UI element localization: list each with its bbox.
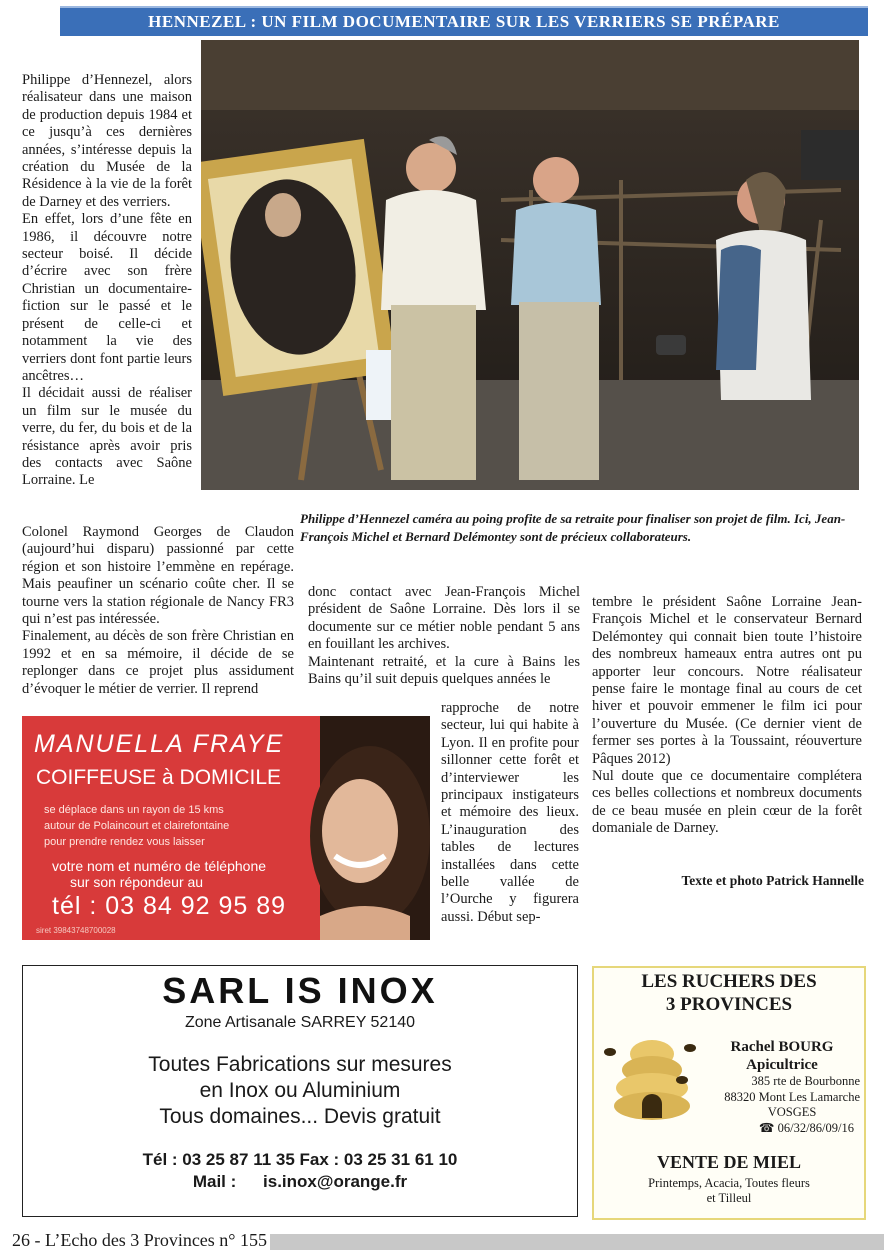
- ad-ruchers-title: LES RUCHERS DES: [641, 971, 817, 992]
- paragraph: Il décidait aussi de réaliser un film sur le musée du verre, du fer, du bois et de la résistance après avoir pris des contacts avec Saône Lorraine. Le: [22, 385, 192, 489]
- ad-ruchers-sale: VENTE DE MIEL: [656, 1152, 802, 1172]
- article-signature: Texte et photo Patrick Hannelle: [681, 873, 864, 888]
- paragraph: Philippe d’Hennezel, alors réalisateur dans une maison de production depuis 1984 et ce jusqu’à ces dernières années, s’intéresse depuis la création du Musée de la Résidence à la vie de la forêt de Darney et des verriers.: [22, 72, 192, 210]
- ad-ruchers-role: Apicultrice: [746, 1057, 818, 1073]
- article-title: HENNEZEL : UN FILM DOCUMENTAIRE SUR LES VERRIERS SE PRÉPARE: [148, 12, 780, 31]
- ad-phone: tél : 03 84 92 95 89: [52, 892, 287, 920]
- ad-is-inox: [22, 965, 578, 1217]
- beehive-icon: [602, 1032, 702, 1124]
- ad-ruchers-types: et Tilleul: [706, 1191, 752, 1205]
- ad-inox-mail-label: Mail :: [192, 1172, 237, 1191]
- ad-ruchers-title: 3 PROVINCES: [665, 994, 793, 1015]
- article-photo: [201, 40, 859, 490]
- ad-siret: siret 39843748700028: [36, 926, 116, 935]
- ad-ruchers-address: VOSGES: [767, 1105, 817, 1119]
- ad-text: pour prendre rendez vous laisser: [44, 836, 205, 848]
- paragraph: Nul doute que ce documentaire complétera ces belles collections et nombreux documents de ce beau musée en plein cœur de la forêt domaniale de Darney.: [592, 768, 862, 837]
- ad-ruchers-address: 88320 Mont Les Lamarche: [724, 1089, 860, 1104]
- paragraph: Colonel Raymond Georges de Claudon (aujourd’hui disparu) passionné par cette région et son histoire l’emmène en repérage. Mais peaufiner un scénario coûte cher. Il se tourne vers la station régionale de Nancy FR3 qui n’est pas intéressée.: [22, 524, 294, 628]
- ad-text: autour de Polaincourt et clairefontaine: [44, 820, 230, 832]
- article-column-1: [22, 72, 192, 490]
- ad-text: se déplace dans un rayon de 15 kms: [44, 804, 224, 816]
- ad-ruchers-address: 385 rte de Bourbonne: [751, 1074, 860, 1088]
- article-column-2: [308, 584, 580, 688]
- ad-inox-zone: Zone Artisanale SARREY 52140: [184, 1014, 416, 1031]
- paragraph: Maintenant retraité, et la cure à Bains les Bains qu’il suit depuis quelques années le: [308, 653, 580, 688]
- ad-ruchers-phone: 06/32/86/09/16: [777, 1120, 854, 1135]
- ad-inox-line: Tous domaines... Devis gratuit: [159, 1105, 441, 1128]
- paragraph: tembre le président Saône Lorraine Jean-François Michel et le conservateur Bernard Delémontey qui connait bien toute l’histoire des nombreux hameaux entra autres ont pu apporter leur concours. Notre réalisateur pense faire le montage final au cours de cet hiver et pouvoir emmener le film ici pour l’ouverture du Musée. (Ce dernier vient de fermer ses portes à la Toussaint, réouverture Pâques 2012): [592, 594, 862, 767]
- article-column-1-continued: [22, 524, 294, 698]
- ad-ruchers-person: Rachel BOURG: [730, 1039, 834, 1055]
- ad-service: COIFFEUSE à DOMICILE: [36, 766, 282, 789]
- ad-text: votre nom et numéro de téléphone: [52, 858, 267, 874]
- page-footer: [0, 1228, 884, 1258]
- photo-caption: Philippe d’Hennezel caméra au poing profite de sa retraite pour finaliser son projet de film. Ici, Jean-François Michel et Bernard Delémontey sont de précieux collaborateurs.: [300, 511, 846, 544]
- ad-inox-mail: is.inox@orange.fr: [263, 1172, 408, 1191]
- article-column-2-narrow: [441, 700, 579, 926]
- ad-inox-tel: Tél : 03 25 87 11 35 Fax : 03 25 31 61 10: [142, 1150, 458, 1169]
- ad-ruchers-3-provinces: [592, 966, 866, 1220]
- article-column-3: [592, 594, 862, 838]
- phone-icon: ☎: [758, 1120, 778, 1135]
- ad-inox-line: Toutes Fabrications sur mesures: [148, 1053, 452, 1076]
- paragraph: rapproche de notre secteur, lui qui habite à Lyon. Il en profite pour sillonner cette forêt et d’interviewer les principaux instigateurs et mémoire des lieux. L’inauguration des tables de lectures installées dans cette belle vallée de l’Ourche y figurera aussi. Début sep-: [441, 700, 579, 925]
- photo-illustration: [201, 40, 859, 490]
- ad-text: sur son répondeur au: [70, 874, 204, 890]
- ad-name: MANUELLA FRAYE: [34, 730, 285, 758]
- ad-inox-line: en Inox ou Aluminium: [199, 1079, 401, 1102]
- footer-text: 26 - L’Echo des 3 Provinces n° 155: [12, 1230, 267, 1250]
- ad-ruchers-types: Printemps, Acacia, Toutes fleurs: [648, 1176, 810, 1190]
- paragraph: donc contact avec Jean-François Michel président de Saône Lorraine. Dès lors il se documente sur ce métier noble pendant 5 ans en fouillant les archives.: [308, 584, 580, 653]
- footer-bar: [270, 1234, 884, 1250]
- ad-inox-name: SARL IS INOX: [162, 970, 438, 1011]
- ad-manuella-fraye: [22, 716, 430, 940]
- paragraph: Finalement, au décès de son frère Christian en 1992 et en sa mémoire, il décide de se replonger dans ce projet plus assidument d’évoquer le métier de verrier. Il reprend: [22, 628, 294, 697]
- article-header-banner: [60, 6, 868, 36]
- paragraph: En effet, lors d’une fête en 1986, il découvre notre secteur boisé. Il décide d’écrire avec son frère Christian un documentaire-fiction sur le passé et le présent de celle-ci et notamment la vie des verriers dont font partie leurs ancêtres…: [22, 211, 192, 384]
